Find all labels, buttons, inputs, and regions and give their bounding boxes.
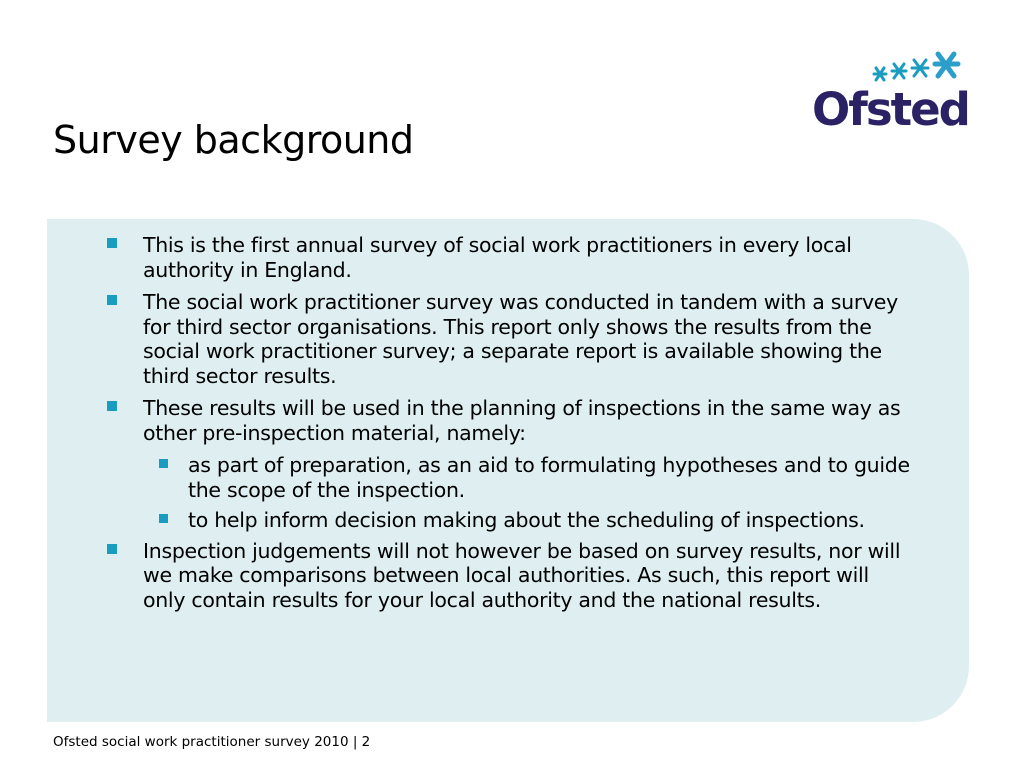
bullet-item: This is the first annual survey of social work practitioners in every local authority in England.: [143, 233, 913, 282]
bullet-list: [143, 233, 913, 620]
sub-bullet-item: as part of preparation, as an aid to formulating hypotheses and to guide the scope of the inspection.: [188, 453, 913, 502]
bullet-item: The social work practitioner survey was conducted in tandem with a survey for third sector organisations. This report only shows the results from the social work practitioner survey; a separate report is available showing the third sector results.: [143, 290, 913, 388]
sub-bullet-item: to help inform decision making about the scheduling of inspections.: [188, 508, 913, 533]
logo-wordmark: Ofsted: [812, 83, 969, 136]
bullet-item: These results will be used in the planning of inspections in the same way as other pre-inspection material, namely:: [143, 396, 913, 445]
bullet-item: Inspection judgements will not however be based on survey results, nor will we make comparisons between local authorities. As such, this report will only contain results for your local authority and the national results.: [143, 539, 913, 613]
slide-title: Survey background: [53, 118, 414, 162]
slide-footer: Ofsted social work practitioner survey 2010 | 2: [53, 734, 371, 750]
ofsted-logo: [812, 46, 972, 136]
stars-icon: [870, 46, 970, 86]
